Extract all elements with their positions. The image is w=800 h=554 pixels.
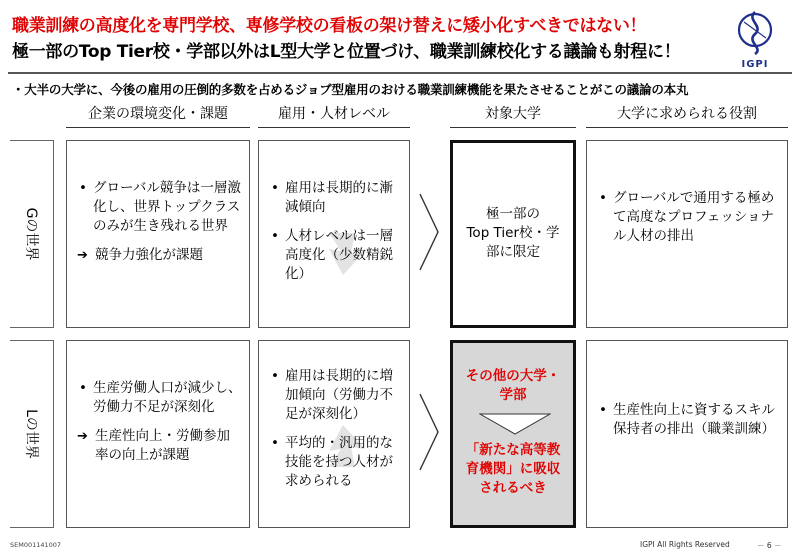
- l-env-arrow-item: [77, 427, 243, 465]
- g-env-bullet: • グローバル競争は一層激化し、世界トップクラスのみが生き残れる世界: [77, 179, 243, 236]
- g-env-arrow-text: 競争力強化が課題: [95, 247, 203, 263]
- row-label-l-text: Lの世界: [22, 409, 39, 459]
- l-employ-bullet: • 平均的・汎用的な技能を持つ人材が求められる: [269, 434, 403, 491]
- col-header-target: 対象大学: [450, 102, 576, 128]
- col-header-role: 大学に求められる役割: [586, 102, 788, 128]
- summary-text: ・大半の大学に、今後の雇用の圧倒的多数を占めるジョブ型雇用のおける職業訓練機能を果たさせることがこの議論の本丸: [12, 82, 689, 97]
- l-employ-box: [258, 340, 410, 528]
- chevron-right-icon: [418, 392, 440, 472]
- l-target-top-text: その他の大学・ 学部: [465, 368, 561, 403]
- g-env-box: [66, 140, 250, 328]
- footer-page-number: － 6 －: [757, 541, 782, 550]
- l-role-box: [586, 340, 788, 528]
- logo-icon: [722, 8, 788, 58]
- title-red: 職業訓練の高度化を専門学校、専修学校の看板の架け替えに矮小化すべきではない！: [12, 16, 647, 36]
- l-employ-bullet: • 雇用は長期的に増加傾向（労働力不足が深刻化）: [269, 367, 403, 424]
- l-target-box: [450, 340, 576, 528]
- g-target-text: 極一部の Top Tier校・学 部に限定: [466, 206, 560, 260]
- igpi-logo: [722, 8, 788, 70]
- col-header-env: 企業の環境変化・課題: [66, 102, 250, 128]
- title-black: 極一部のTop Tier校・学部以外はL型大学と位置づけ、職業訓練校化する議論も射程に！: [12, 42, 681, 62]
- logo-text: IGPI: [741, 59, 769, 70]
- row-label-g-text: Gの世界: [22, 207, 39, 261]
- g-role-bullet: • グローバルで通用する極めて高度なプロフェッショナル人材の排出: [597, 189, 781, 246]
- l-env-box: [66, 340, 250, 528]
- g-employ-box: [258, 140, 410, 328]
- row-label-g: [10, 140, 54, 328]
- l-env-bullet: • 生産労働人口が減少し、労働力不足が深刻化: [77, 379, 243, 417]
- footer-code: SEM001141007: [10, 541, 62, 549]
- l-env-arrow-text: 生産性向上・労働参加率の向上が課題: [95, 428, 230, 463]
- l-target-bottom-text: 「新たな高等教 育機関」に吸収 されるべき: [465, 442, 561, 496]
- footer-rights: IGPI All Rights Reserved: [640, 540, 730, 549]
- g-role-box: [586, 140, 788, 328]
- g-target-box: [450, 140, 576, 328]
- arrow-right-icon: ➔: [77, 429, 88, 444]
- triangle-down-icon: [479, 413, 551, 435]
- arrow-right-icon: ➔: [77, 248, 88, 263]
- g-employ-bullet: • 人材レベルは一層高度化（少数精鋭化）: [269, 227, 403, 284]
- row-label-l: [10, 340, 54, 528]
- l-role-bullet: • 生産性向上に資するスキル保持者の排出（職業訓練）: [597, 401, 781, 439]
- header-rule: [8, 72, 792, 74]
- g-employ-bullet: • 雇用は長期的に漸減傾向: [269, 179, 403, 217]
- chevron-right-icon: [418, 192, 440, 272]
- g-env-arrow-item: [77, 246, 243, 265]
- col-header-employ: 雇用・人材レベル: [258, 102, 410, 128]
